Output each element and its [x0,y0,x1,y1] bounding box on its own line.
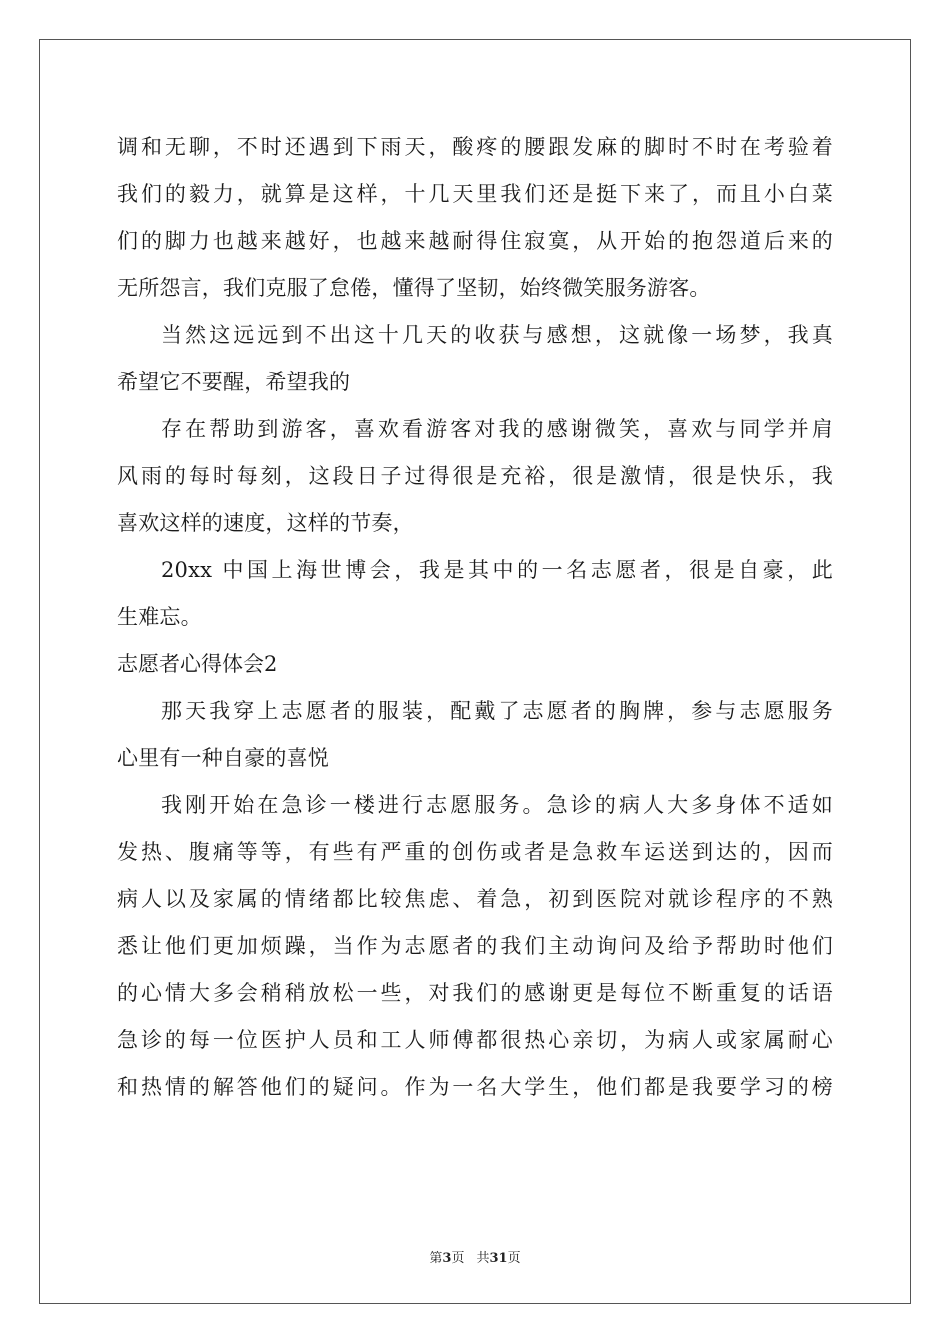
text-line: 发热、腹痛等等，有些有严重的创伤或者是急救车运送到达的，因而 [117,840,833,864]
text-line: 和热情的解答他们的疑问。作为一名大学生，他们都是我要学习的榜 [117,1075,833,1099]
text-line: 病人以及家属的情绪都比较焦虑、着急，初到医院对就诊程序的不熟 [117,887,833,911]
document-body [117,124,833,1111]
section-title: 志愿者心得体会2 [117,652,278,676]
total-suffix: 页 [507,1251,521,1266]
text-line: 调和无聊，不时还遇到下雨天，酸疼的腰跟发麻的脚时不时在考验着 [117,135,833,159]
paragraph [117,688,833,782]
text-line: 悉让他们更加烦躁，当作为志愿者的我们主动询问及给予帮助时他们 [117,934,833,958]
text-line: 无所怨言，我们克服了怠倦，懂得了坚韧，始终微笑服务游客。 [117,276,711,300]
text-line: 存在帮助到游客，喜欢看游客对我的感谢微笑，喜欢与同学并肩 [161,417,833,441]
page-prefix: 第 [429,1251,443,1266]
text-line: 们的脚力也越来越好，也越来越耐得住寂寞，从开始的抱怨道后来的 [117,229,833,253]
paragraph [117,547,833,641]
text-line: 生难忘。 [117,605,202,629]
paragraph [117,312,833,406]
text-line: 喜欢这样的速度，这样的节奏， [117,511,414,535]
text-line: 希望它不要醒，希望我的 [117,370,351,394]
text-line: 风雨的每时每刻，这段日子过得很是充裕，很是激情，很是快乐，我 [117,464,833,488]
page-footer [0,1247,950,1266]
paragraph [117,124,833,312]
text-line: 20xx 中国上海世博会，我是其中的一名志愿者，很是自豪，此 [161,558,833,582]
total-prefix: 共 [476,1251,490,1266]
paragraph [117,782,833,1111]
text-line: 我刚开始在急诊一楼进行志愿服务。急诊的病人大多身体不适如 [161,793,833,817]
text-line: 当然这远远到不出这十几天的收获与感想，这就像一场梦，我真 [161,323,833,347]
text-line: 急诊的每一位医护人员和工人师傅都很热心亲切，为病人或家属耐心 [117,1028,833,1052]
text-line: 我们的毅力，就算是这样，十几天里我们还是挺下来了，而且小白菜 [117,182,833,206]
total-pages: 31 [489,1251,508,1266]
page-suffix: 页 [451,1251,465,1266]
text-line: 心里有一种自豪的喜悦 [117,746,329,770]
page-number: 3 [442,1251,452,1266]
paragraph [117,406,833,547]
text-line: 那天我穿上志愿者的服装，配戴了志愿者的胸牌，参与志愿服务 [161,699,833,723]
text-line: 的心情大多会稍稍放松一些，对我们的感谢更是每位不断重复的话语 [117,981,833,1005]
